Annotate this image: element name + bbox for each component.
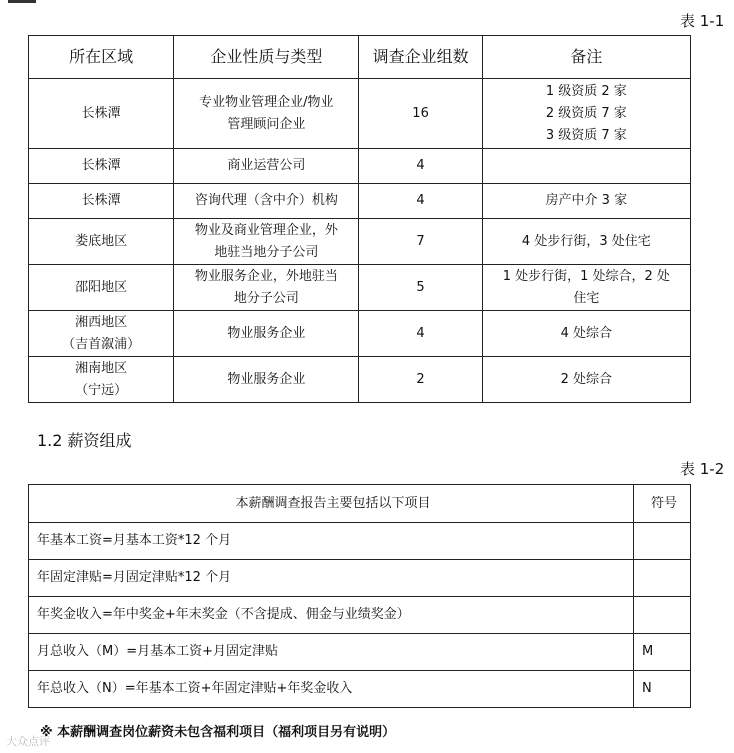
table-row xyxy=(29,79,691,149)
table-row xyxy=(29,634,691,671)
cell-remark: 2 处综合 xyxy=(482,357,690,403)
table-row xyxy=(29,184,691,219)
header-symbol: 符号 xyxy=(634,485,691,523)
cell-region: 长株潭 xyxy=(29,149,174,184)
cell-count: 4 xyxy=(359,184,482,219)
cell-symbol: N xyxy=(634,671,691,708)
header-remark: 备注 xyxy=(482,36,690,79)
table-row xyxy=(29,357,691,403)
cell-formula: 年奖金收入=年中奖金+年末奖金（不含提成、佣金与业绩奖金） xyxy=(29,597,634,634)
cell-region: 长株潭 xyxy=(29,184,174,219)
cell-type: 商业运营公司 xyxy=(174,149,359,184)
footnote: ※ 本薪酬调查岗位薪资未包含福利项目（福利项目另有说明） xyxy=(40,725,396,740)
cell-formula: 年总收入（N）=年基本工资+年固定津贴+年奖金收入 xyxy=(29,671,634,708)
cell-formula: 月总收入（M）=月基本工资+月固定津贴 xyxy=(29,634,634,671)
cell-count: 7 xyxy=(359,219,482,265)
cell-count: 5 xyxy=(359,265,482,311)
section-title: 1.2 薪资组成 xyxy=(37,431,132,450)
table-row xyxy=(29,560,691,597)
header-count: 调查企业组数 xyxy=(359,36,482,79)
table-header-row xyxy=(29,36,691,79)
table-row xyxy=(29,671,691,708)
cell-symbol xyxy=(634,523,691,560)
table-row xyxy=(29,149,691,184)
cell-remark xyxy=(482,149,690,184)
cell-region: 邵阳地区 xyxy=(29,265,174,311)
top-rule xyxy=(8,0,36,3)
cell-type: 物业服务企业 xyxy=(174,357,359,403)
table-row xyxy=(29,597,691,634)
table-row xyxy=(29,265,691,311)
cell-remark: 1 级资质 2 家 2 级资质 7 家 3 级资质 7 家 xyxy=(482,79,690,149)
cell-remark: 房产中介 3 家 xyxy=(482,184,690,219)
cell-type: 物业及商业管理企业，外 地驻当地分子公司 xyxy=(174,219,359,265)
survey-table xyxy=(28,35,691,403)
cell-type: 专业物业管理企业/物业 管理顾问企业 xyxy=(174,79,359,149)
cell-formula: 年基本工资=月基本工资*12 个月 xyxy=(29,523,634,560)
cell-count: 4 xyxy=(359,149,482,184)
table1-label: 表 1-1 xyxy=(680,12,725,30)
cell-count: 2 xyxy=(359,357,482,403)
cell-remark: 1 处步行街，1 处综合，2 处 住宅 xyxy=(482,265,690,311)
table-row xyxy=(29,311,691,357)
cell-region: 长株潭 xyxy=(29,79,174,149)
cell-region: 娄底地区 xyxy=(29,219,174,265)
cell-count: 4 xyxy=(359,311,482,357)
table-row xyxy=(29,219,691,265)
cell-symbol xyxy=(634,597,691,634)
salary-items-table xyxy=(28,484,691,708)
watermark: 大众点评 xyxy=(6,735,50,748)
cell-formula: 年固定津贴=月固定津贴*12 个月 xyxy=(29,560,634,597)
cell-remark: 4 处综合 xyxy=(482,311,690,357)
header-items: 本薪酬调查报告主要包括以下项目 xyxy=(29,485,634,523)
table-header-row xyxy=(29,485,691,523)
table2-label: 表 1-2 xyxy=(680,460,725,478)
cell-symbol xyxy=(634,560,691,597)
cell-type: 咨询代理（含中介）机构 xyxy=(174,184,359,219)
cell-region: 湘南地区 （宁远） xyxy=(29,357,174,403)
cell-region: 湘西地区 （吉首溆浦） xyxy=(29,311,174,357)
cell-type: 物业服务企业 xyxy=(174,311,359,357)
cell-symbol: M xyxy=(634,634,691,671)
header-type: 企业性质与类型 xyxy=(174,36,359,79)
table-row xyxy=(29,523,691,560)
cell-remark: 4 处步行街，3 处住宅 xyxy=(482,219,690,265)
cell-type: 物业服务企业，外地驻当 地分子公司 xyxy=(174,265,359,311)
header-region: 所在区域 xyxy=(29,36,174,79)
cell-count: 16 xyxy=(359,79,482,149)
